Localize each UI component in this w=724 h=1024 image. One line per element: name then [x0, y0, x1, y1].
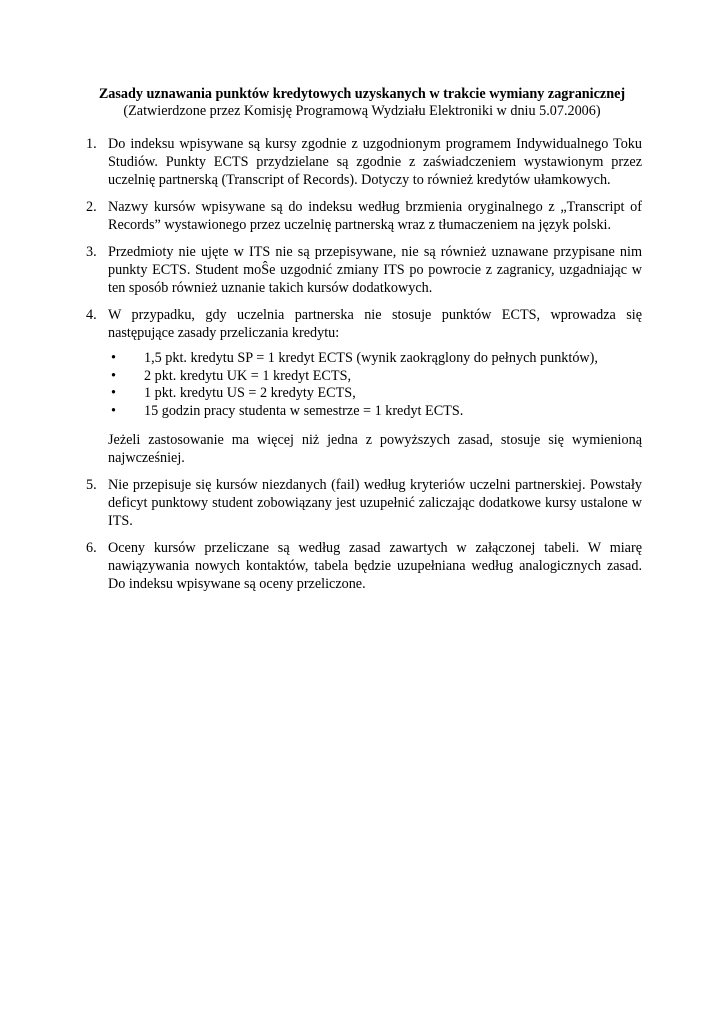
rule-note: Jeżeli zastosowanie ma więcej niż jedna z powyższych zasad, stosuje się wymienioną najwcześniej.	[108, 432, 642, 467]
rule-item	[86, 243, 642, 297]
document-title: Zasady uznawania punktów kredytowych uzyskanych w trakcie wymiany zagranicznej	[98, 86, 626, 102]
rule-number: 6.	[86, 540, 97, 557]
bullet-text: 1,5 pkt. kredytu SP = 1 kredyt ECTS (wynik zaokrąglony do pełnych punktów),	[144, 350, 598, 366]
rule-text: Oceny kursów przeliczane są według zasad zawartych w załączonej tabeli. W miarę nawiązywania nowych kontaktów, tabela będzie uzupełniana według analogicznych zasad. Do indeksu wpisywane są oceny przeliczone.	[108, 540, 642, 593]
rule-text: Nie przepisuje się kursów niezdanych (fail) według kryteriów uczelni partnerskiej. Powstały deficyt punktowy student zobowiązany jest uzupełnić zaliczając dodatkowe kursy ustalone w ITS.	[108, 477, 642, 530]
rule-item	[86, 539, 642, 593]
bullet-icon: •	[111, 350, 116, 366]
bullet-icon: •	[111, 385, 116, 402]
rule-text: W przypadku, gdy uczelnia partnerska nie stosuje punktów ECTS, wprowadza się następujące zasady przeliczania kredytu:	[108, 307, 642, 341]
rule-item	[86, 135, 642, 189]
rule-item	[86, 476, 642, 530]
bullet-icon: •	[111, 402, 116, 419]
rule-text: Nazwy kursów wpisywane są do indeksu według brzmienia oryginalnego z „Transcript of Records” wystawionego przez uczelnię partnerską wraz z tłumaczeniem na język polski.	[108, 199, 642, 233]
bullet-item	[108, 403, 642, 421]
bullet-item	[108, 350, 642, 368]
rule-item	[86, 306, 642, 467]
rule-text: Przedmioty nie ujęte w ITS nie są przepisywane, nie są również uznawane przypisane nim punkty ECTS. Student moŜe uzgodnić zmiany ITS po powrocie z zagranicy, uzgadniając w ten sposób również uznanie takich kursów dodatkowych.	[108, 244, 642, 296]
bullet-text: 15 godzin pracy studenta w semestrze = 1 kredyt ECTS.	[144, 402, 464, 419]
conversion-bullets	[108, 350, 642, 420]
rule-item	[86, 198, 642, 234]
bullet-item	[108, 368, 642, 386]
rule-number: 2.	[86, 199, 97, 215]
rule-number: 4.	[86, 307, 97, 323]
bullet-item	[108, 385, 642, 403]
rule-number: 1.	[86, 136, 97, 152]
bullet-text: 1 pkt. kredytu US = 2 kredyty ECTS,	[144, 385, 356, 402]
bullet-icon: •	[111, 367, 116, 384]
rule-text: Do indeksu wpisywane są kursy zgodnie z uzgodnionym programem Indywidualnego Toku Studiów. Punkty ECTS przydzielane są zgodnie z zaświadczeniem wystawionym przez uczelnię partnerską (Transcript of Records). Dotyczy to również kredytów ułamkowych.	[108, 136, 642, 188]
rules-list	[86, 135, 642, 602]
document-subtitle: (Zatwierdzone przez Komisję Programową Wydziału Elektroniki w dniu 5.07.2006)	[123, 103, 601, 119]
bullet-text: 2 pkt. kredytu UK = 1 kredyt ECTS,	[144, 367, 352, 384]
rule-number: 3.	[86, 244, 97, 260]
rule-number: 5.	[86, 477, 97, 494]
